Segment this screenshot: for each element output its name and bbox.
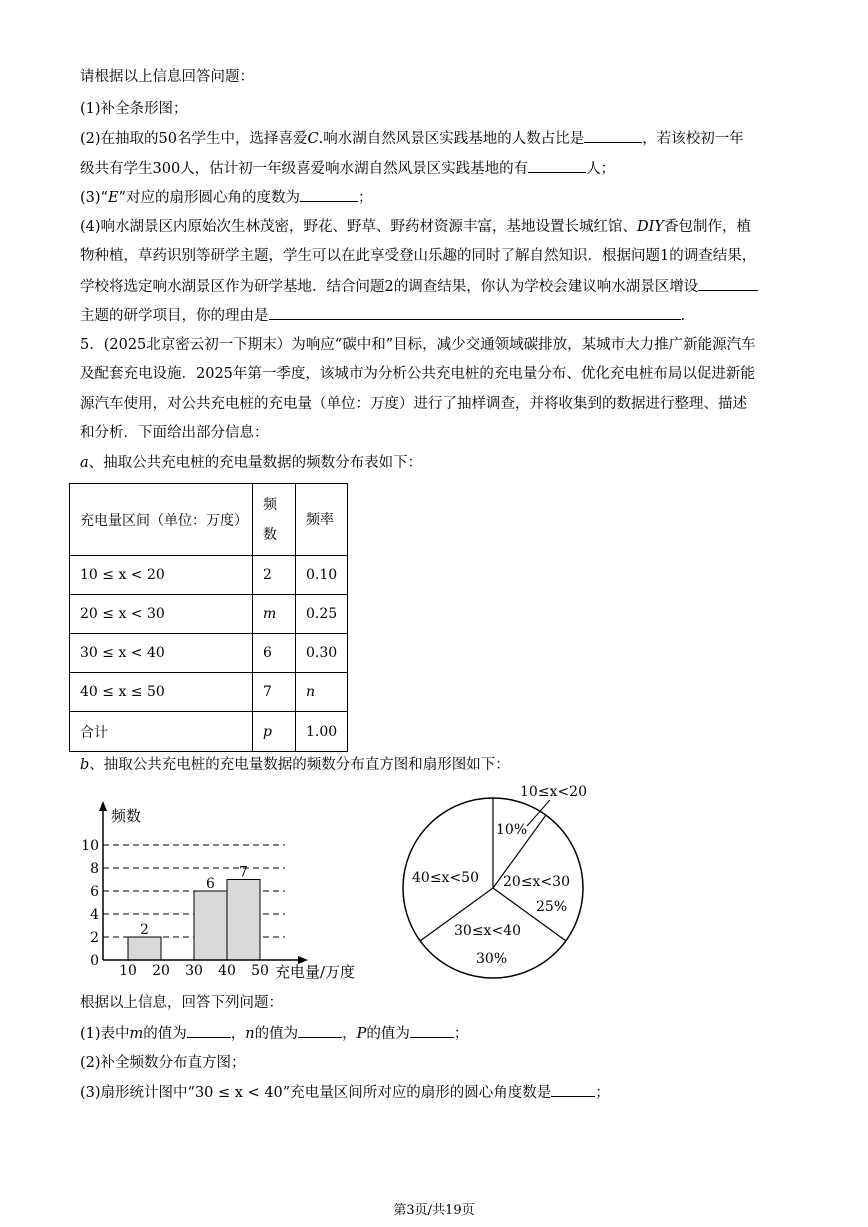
x-tick-label: 50: [251, 963, 269, 979]
pie-chart: [395, 780, 605, 990]
bar-value-label: 6: [206, 876, 215, 892]
y-tick-label: 0: [90, 953, 99, 969]
table-header-count: 频数: [253, 484, 296, 556]
question-4-line3: 学校将选定响水湖景区作为研学基地．结合问题2的调查结果，你认为学校会建议响水湖景区增设: [80, 276, 758, 297]
y-tick-label: 2: [90, 930, 99, 946]
x-tick-label: 10: [119, 963, 137, 979]
table-row: 40 ≤ x ≤ 50 7 n: [70, 673, 348, 712]
problem5-question-1: (1)表中m的值为 ，n的值为 ，P的值为 ；: [80, 1023, 468, 1044]
histogram-chart: [70, 795, 400, 990]
answer-blank[interactable]: [300, 187, 358, 202]
problem5-line3: 源汽车使用，对公共充电桩的充电量（单位：万度）进行了抽样调查，并将收集到的数据进行整理、描述: [80, 396, 747, 412]
question-1: (1)补全条形图；: [80, 101, 188, 117]
answer-blank[interactable]: [298, 1023, 342, 1038]
question-4-line1: (4)响水湖景区内原始次生林茂密，野花、野草、野药材资源丰富，基地设置长城红馆、DIY香包制作，植: [80, 219, 751, 235]
question-4-line4: 主题的研学项目，你的理由是 .: [80, 305, 685, 326]
histogram-bar: [128, 937, 161, 960]
slice-percent: 30%: [476, 951, 508, 967]
x-tick-label: 20: [152, 963, 170, 979]
problem5-line2: 及配套充电设施．2025年第一季度，该城市为分析公共充电桩的充电量分布、优化充电桩布局以促进新能: [80, 366, 755, 382]
question-2-line2: 级共有学生300人，估计初一年级喜爱响水湖自然风景区实践基地的有 人；: [80, 158, 615, 179]
problem5-question-3: (3)扇形统计图中“30 ≤ x < 40”充电量区间所对应的扇形的圆心角度数是 ；: [80, 1082, 610, 1103]
frequency-table: [69, 483, 348, 752]
x-axis-label: 充电量/万度: [275, 963, 356, 981]
table-row: 20 ≤ x < 30 m 0.25: [70, 595, 348, 634]
question-4-line2: 物种植，草药识别等研学主题，学生可以在此享受登山乐趣的同时了解自然知识．根据问题1的调查结果，: [80, 248, 757, 264]
slice-label: 20≤x<30: [503, 874, 570, 890]
question-3: (3)“E”对应的扇形圆心角的度数为 ；: [80, 187, 372, 208]
bar-value-label: 2: [140, 922, 149, 938]
x-tick-label: 30: [185, 963, 203, 979]
y-tick-label: 8: [90, 861, 99, 877]
slice-percent: 25%: [536, 899, 568, 915]
leader-line: [527, 800, 550, 826]
intro-line: 请根据以上信息回答问题：: [80, 69, 254, 85]
table-header-freq: 频率: [296, 484, 348, 556]
table-header-range: 充电量区间（单位：万度）: [70, 484, 253, 556]
table-row: 合计 p 1.00: [70, 712, 348, 752]
answer-blank[interactable]: [584, 128, 642, 143]
bar-value-label: 7: [239, 864, 248, 881]
answer-blank[interactable]: [528, 158, 586, 173]
info-a: a、抽取公共充电桩的充电量数据的频数分布表如下：: [80, 455, 423, 471]
answer-blank[interactable]: [269, 305, 681, 320]
after-line: 根据以上信息，回答下列问题：: [80, 995, 283, 1011]
info-b: b、抽取公共充电桩的充电量数据的频数分布直方图和扇形图如下：: [80, 757, 510, 773]
answer-blank[interactable]: [698, 276, 758, 291]
answer-blank[interactable]: [551, 1082, 595, 1097]
page-footer: 第3页/共19页: [393, 1203, 475, 1218]
question-2-line1: (2)在抽取的50名学生中，选择喜爱C.响水湖自然风景区实践基地的人数占比是 ，若该校初一年: [80, 128, 744, 149]
y-tick-label: 10: [81, 838, 99, 854]
problem5-line1: 5．(2025北京密云初一下期末）为响应“碳中和”目标，减少交通领域碳排放，某城市大力推广新能源汽车: [80, 337, 756, 353]
slice-label: 30≤x<40: [454, 923, 521, 939]
slice-label: 40≤x<50: [412, 870, 479, 886]
x-tick-label: 40: [218, 963, 236, 979]
histogram-bar: [227, 880, 260, 961]
y-axis-arrow-icon: [99, 801, 107, 811]
y-tick-label: 6: [90, 884, 99, 900]
problem5-line4: 和分析．下面给出部分信息：: [80, 425, 269, 441]
answer-blank[interactable]: [187, 1023, 231, 1038]
problem5-question-2: (2)补全频数分布直方图；: [80, 1055, 246, 1071]
table-row: 30 ≤ x < 40 6 0.30: [70, 634, 348, 673]
table-row: 10 ≤ x < 20 2 0.10: [70, 556, 348, 595]
slice-label: 10≤x<20: [520, 784, 587, 800]
y-tick-label: 4: [90, 907, 99, 923]
answer-blank[interactable]: [410, 1023, 454, 1038]
histogram-bar: [194, 891, 227, 960]
y-axis-label: 频数: [111, 807, 142, 825]
slice-percent: 10%: [496, 822, 528, 838]
